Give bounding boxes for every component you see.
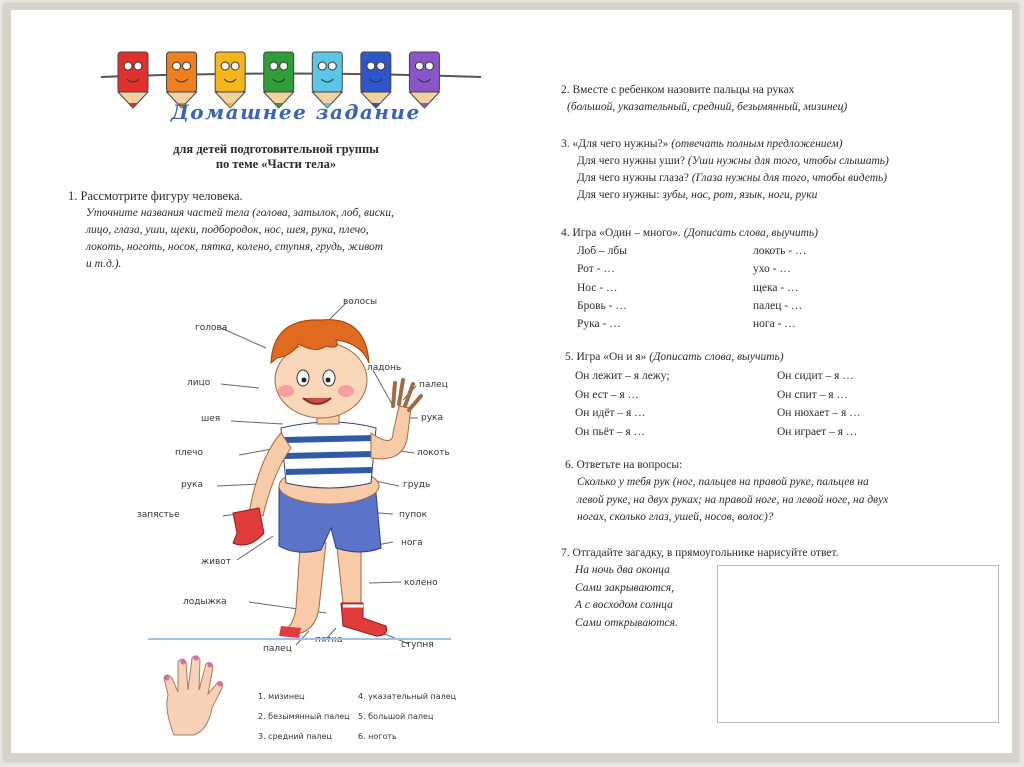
riddle-line: Сами открываются. [575,616,678,629]
pencil-icon [118,52,148,108]
label-grud: грудь [403,480,431,490]
task5-left-col [575,367,670,441]
task1-line: лицо, глаза, уши, щеки, подбородок, нос, шея, рука, плечо, [86,224,369,236]
hand-icon [156,650,236,740]
task1-heading: 1. Рассмотрите фигуру человека. [68,189,243,203]
task4-left-col [577,242,627,333]
task4-heading-text: 4. Игра «Один – много». [561,227,681,239]
task6-line: Сколько у тебя рук (ног, пальцев на правой руке, пальцев на [577,476,869,488]
finger-legend-4: 4. указательный палец [358,692,457,701]
label-golova: голова [195,323,228,333]
task1-line: локоть, ноготь, носок, пятка, колено, ступня, грудь, живот [86,241,384,253]
task4-heading-note: (Дописать слова, выучить) [683,227,818,239]
task2-line1: 2. Вместе с ребенком назовите пальцы на руках [561,84,795,96]
subtitle-line-1: для детей подготовительной группы [173,142,379,156]
task3-heading-text: 3. «Для чего нужны?» [561,138,669,150]
subtitle [131,142,421,172]
label-ladon: ладонь [367,363,402,373]
task5-heading-text: 5. Игра «Он и я» [565,351,647,363]
task4-right-item: щека - … [753,281,799,294]
riddle-line: А с восходом солнца [575,599,673,611]
label-koleno: колено [404,578,438,588]
label-volosy: волосы [343,297,378,307]
task4-right-col [753,242,806,333]
label-palets-top: палец [419,380,448,390]
task3-q3 [577,187,817,204]
label-litso: лицо [187,378,211,388]
task4-right-item: локоть - … [753,245,807,257]
task4-right-item: нога - … [753,318,796,331]
boy-illustration [131,288,471,658]
label-sheya: шея [201,414,221,424]
task4-right-item: ухо - … [753,263,791,276]
task5-heading [565,349,784,366]
label-stupnya: ступня [401,640,434,650]
riddle-line: Сами закрываются, [575,581,675,594]
task5-right-item: Он спит – я … [777,388,848,401]
task3-q1-text: Для чего нужны уши? [577,155,686,167]
task3-q1 [577,153,889,170]
task5-left-item: Он ест – я … [575,388,640,401]
riddle-line: На ночь два оконца [575,564,670,576]
label-ruka-right: рука [421,413,443,423]
label-ruka-left: рука [181,480,203,490]
task3-q2-answer: (Глаза нужны для того, чтобы видеть) [691,172,888,184]
task6-line: ногах, сколько глаз, ушей, носов, волос)? [577,511,774,523]
subtitle-line-2: по теме «Части тела» [215,157,337,171]
task4-left-item: Рука - … [577,318,621,331]
task4-heading [561,225,818,242]
task7-heading: 7. Отгадайте загадку, в прямоугольнике нарисуйте ответ. [561,547,839,559]
page-title: Домашнее задание [171,100,421,124]
task5-left-item: Он лежит – я лежу; [575,370,670,382]
answer-drawing-box[interactable] [717,565,999,723]
label-noga: нога [401,538,423,548]
label-pupok: пупок [399,510,428,520]
task6-heading: 6. Ответьте на вопросы: [565,459,683,471]
label-zapyaste: запястье [137,510,180,520]
finger-legend-6: 6. ноготь [358,732,397,741]
task4-left-item: Рот - … [577,263,615,276]
label-pyatka: пятка [315,635,343,645]
task5-left-item: Он пьёт – я … [575,425,646,438]
task5-right-item: Он сидит – я … [777,370,854,382]
task3-q2-text: Для чего нужны глаза? [577,172,689,184]
task4-left-item: Нос - … [577,281,618,294]
task3-heading-note: (отвечать полным предложением) [671,138,843,150]
task1-line: Уточните названия частей тела (голова, затылок, лоб, виски, [86,207,394,219]
task1-line: и т.д.). [86,258,122,270]
task3-q1-answer: (Уши нужны для того, чтобы слышать) [687,155,889,167]
task5-right-item: Он играет – я … [777,425,858,438]
label-zhivot: живот [201,557,232,567]
task5-right-col [777,367,861,441]
task2-line2: (большой, указательный, средний, безымянный, мизинец) [567,101,848,113]
task4-left-item: Бровь - … [577,299,627,312]
task3-q3-list: зубы, нос, рот, язык, ноги, руки [662,189,818,201]
task4-right-item: палец - … [753,299,803,312]
finger-legend-5: 5. большой палец [358,712,434,721]
task3-q2 [577,170,887,187]
finger-legend-2: 2. безымянный палец [258,712,350,721]
task3-heading [561,136,843,153]
task5-right-item: Он нюхает – я … [777,407,861,419]
riddle [575,562,678,632]
task5-heading-note: (Дописать слова, выучить) [649,351,784,363]
task6-body [577,474,888,527]
label-lokot: локоть [417,448,450,458]
label-palets-bottom: палец [263,644,292,654]
label-lodyzhka: лодыжка [183,597,227,607]
task3-q3-text: Для чего нужны: [577,189,660,201]
hand-panel [148,638,457,748]
worksheet [11,10,1012,753]
task1-body [86,205,394,273]
label-plecho: плечо [175,448,203,458]
task4-left-item: Лоб – лбы [577,245,627,257]
task5-left-item: Он идёт – я … [575,407,646,419]
task6-line: левой руке, на двух руках; на правой ноге, на левой ноге, на двух [577,493,889,506]
finger-legend-3: 3. средний палец [258,732,332,741]
finger-legend-1: 1. мизинец [258,692,305,701]
